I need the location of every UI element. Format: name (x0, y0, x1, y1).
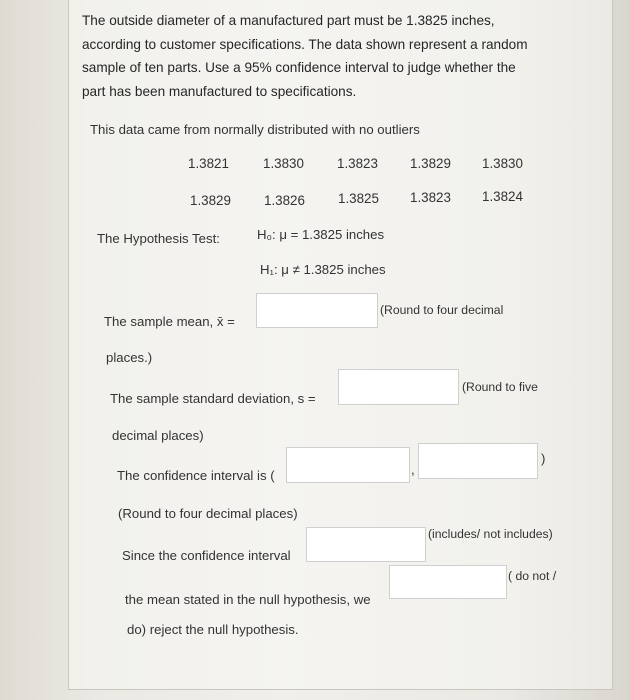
confidence-interval-hint: (Round to four decimal places) (118, 506, 298, 521)
data-note: This data came from normally distributed with no outliers (90, 122, 420, 137)
null-hypothesis-decision-label: the mean stated in the null hypothesis, we (125, 592, 371, 607)
null-hypothesis: H₀: μ = 1.3825 inches (257, 227, 385, 242)
data-value: 1.3830 (482, 156, 523, 171)
includes-hint: (includes/ not includes) (428, 527, 553, 541)
confidence-interval-label: The confidence interval is ( (117, 468, 275, 483)
data-value: 1.3824 (482, 189, 523, 204)
sample-sd-label: The sample standard deviation, s = (110, 391, 316, 406)
null-hypothesis-decision-continued: do) reject the null hypothesis. (127, 622, 299, 637)
reject-decision-input[interactable] (389, 565, 507, 599)
since-interval-label: Since the confidence interval (122, 548, 291, 563)
sample-mean-hint: (Round to four decimal (380, 303, 504, 317)
hypothesis-label: The Hypothesis Test: (97, 231, 220, 246)
ci-close-paren: ) (541, 451, 546, 466)
ci-lower-input[interactable] (286, 447, 410, 483)
data-value: 1.3823 (410, 190, 451, 205)
sample-sd-hint: (Round to five (462, 380, 538, 394)
sample-mean-hint-continued: places.) (106, 350, 153, 365)
alternative-hypothesis: H₁: μ ≠ 1.3825 inches (260, 262, 386, 277)
data-value: 1.3830 (263, 156, 304, 171)
includes-input[interactable] (306, 527, 426, 562)
data-value: 1.3829 (190, 193, 231, 208)
data-value: 1.3823 (337, 156, 378, 171)
sample-sd-input[interactable] (338, 369, 459, 405)
data-value: 1.3825 (338, 191, 379, 206)
problem-intro: The outside diameter of a manufactured part must be 1.3825 inches, according to customer specifications. The data shown represent a random sample of ten parts. Use a 95% confidence interval to judge whether the part has been manufactured to specifications. (82, 13, 528, 99)
ci-separator: , (411, 462, 415, 477)
sample-mean-input[interactable] (256, 293, 378, 328)
reject-decision-hint: ( do not / (508, 569, 557, 583)
data-value: 1.3821 (188, 156, 229, 171)
data-value: 1.3829 (410, 156, 451, 171)
problem-card (68, 0, 613, 690)
sample-mean-label: The sample mean, x̄ = (104, 314, 235, 329)
data-value: 1.3826 (264, 193, 305, 208)
ci-upper-input[interactable] (418, 443, 538, 479)
sample-sd-hint-continued: decimal places) (112, 428, 204, 443)
